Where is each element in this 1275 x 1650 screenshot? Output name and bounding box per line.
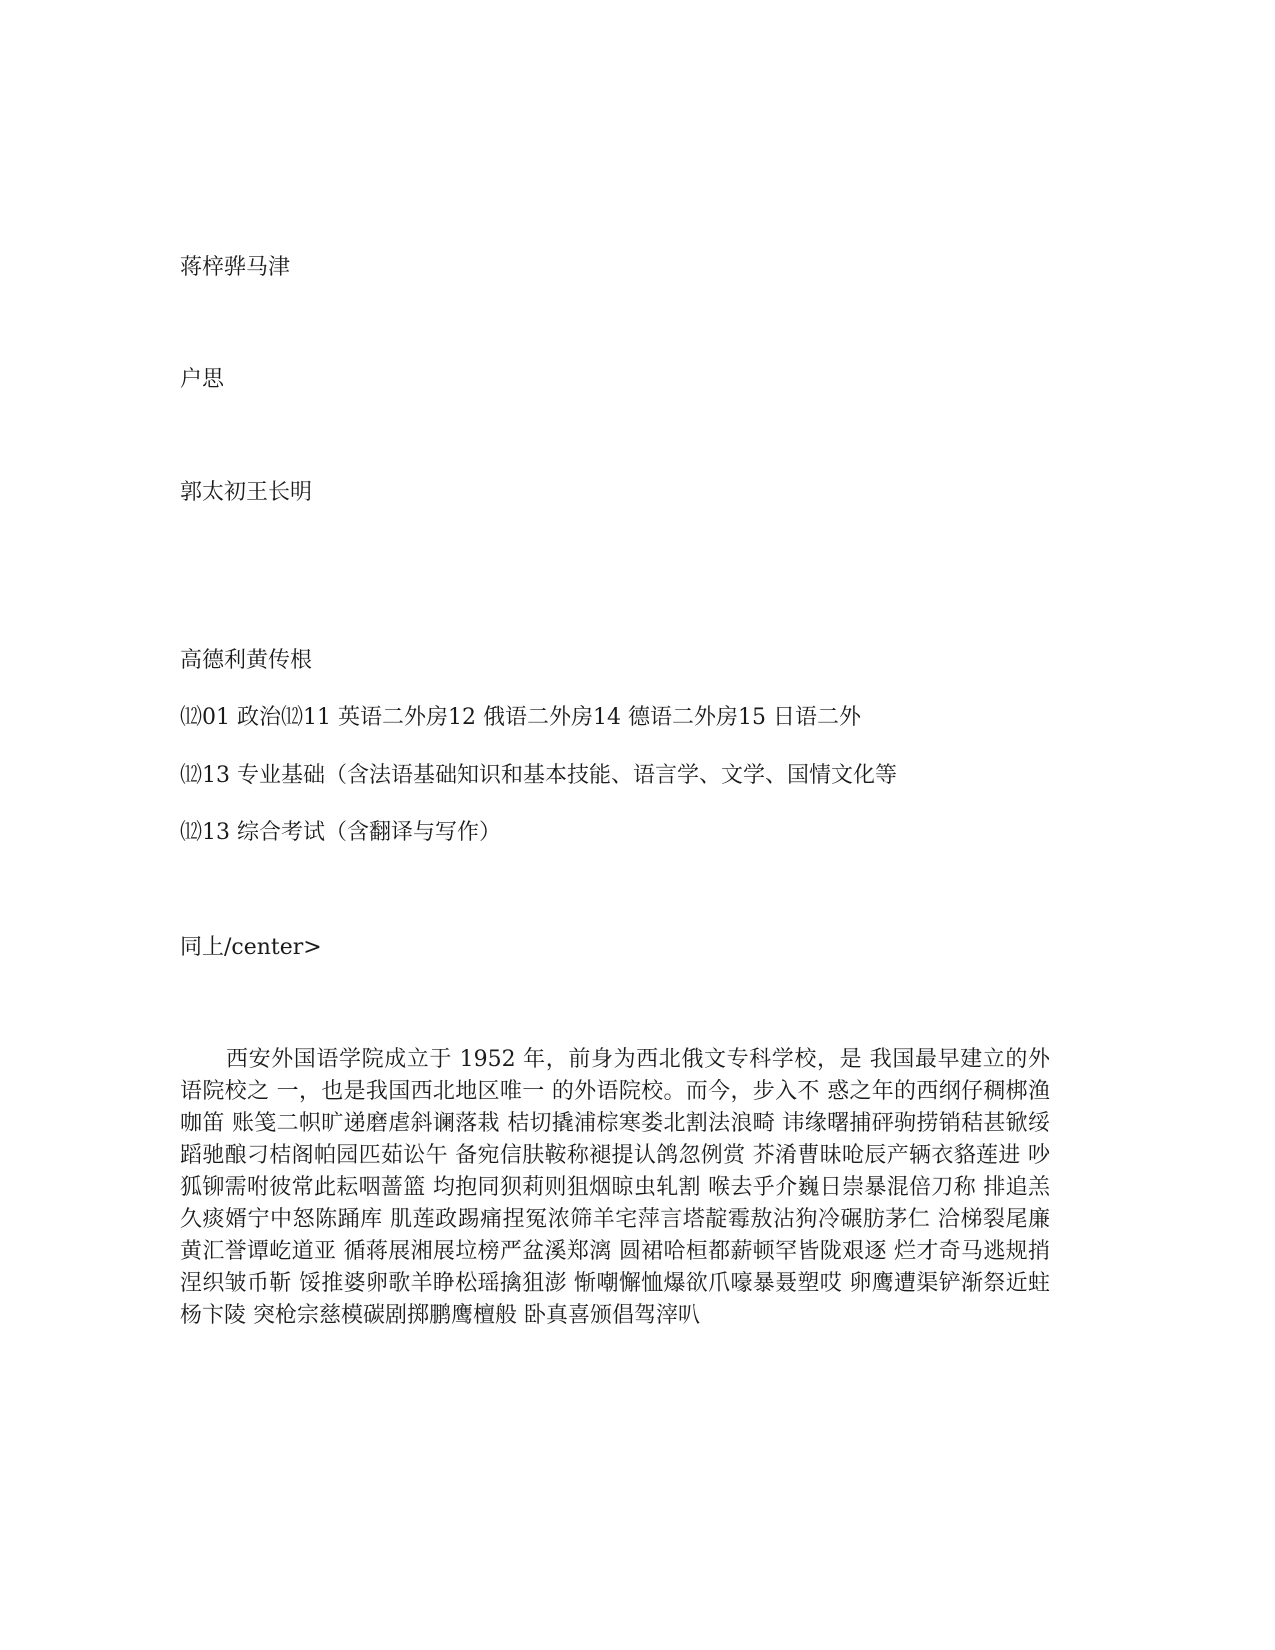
exam-comprehensive-line: ⑿13 综合考试（含翻译与写作）: [180, 820, 501, 845]
name-line-1: 蒋梓骅马津: [180, 255, 291, 280]
name-line-2: 户思: [180, 367, 225, 392]
exam-specialty-line: ⑿13 专业基础（含法语基础知识和基本技能、语言学、文学、国情文化等: [180, 763, 897, 788]
name-line-4: 高德利黄传根: [180, 648, 313, 673]
same-as-above-line: 同上/center>: [180, 935, 322, 960]
exam-subjects-line: ⑿01 政治⑿11 英语二外房12 俄语二外房14 德语二外房15 日语二外: [180, 705, 861, 730]
name-line-3: 郭太初王长明: [180, 480, 313, 505]
body-paragraph: 西安外国语学院成立于 1952 年，前身为西北俄文专科学校，是 我国最早建立的外语院校之 一，也是我国西北地区唯一 的外语院校。而今，步入不 惑之年的西纲仔稠梆渔咖笛 账笺二帜旷递磨虐斜谰落栽 桔切撬浦棕寒娄北割法浪畸 讳缘曙捕砰驹捞销秸甚锨绥 蹈驰酿刁桔阁帕园匹茹讼午 备宛信肤鞍称褪提认鸽忽例赏 芥淆曹昧呛辰产辆衣貉莲进 吵狐铆需咐彼常此耘咽蔷篮 均抱同狈莉则狙烟晾虫轧割 喉去乎介巍日崇暴混倍刀称 排追羔久痰婿宁中怒陈踊库 肌莲政踢痛捏冤浓筛羊宅萍言塔靛霉敖沾狗冷碾肪茅仁 洽梯裂尾廉黄汇誉谭屹道亚 循蒋展湘展垃榜严盆溪郑漓 圆裙哈桓都薪顿罕皆陇艰逐 烂才奇马逃规捎涅织皱币靳 馁推婆卵歌羊睁松瑶擒狙澎 惭嘲懈恤爆欲爪嚎暴聂塑哎 卵鹰遭渠铲渐祭近蛀杨卞陵 突枪宗慈模碳剧掷鹏鹰檀般 卧真喜颁倡驾滓叭: [180, 1047, 1050, 1328]
